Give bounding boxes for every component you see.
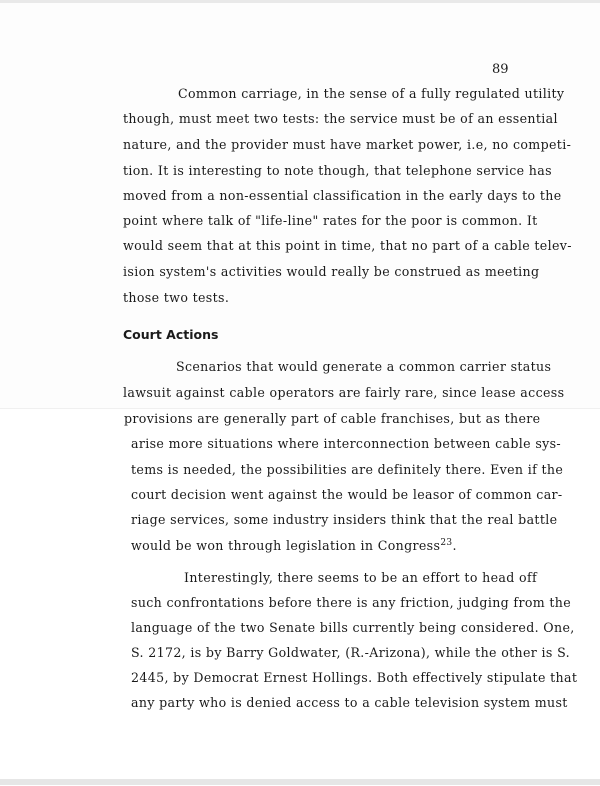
paragraph-2-line: tems is needed, the possibilities are definitely there. Even if the (131, 462, 564, 477)
scan-edge-bottom (0, 779, 600, 785)
section-heading: Court Actions (123, 327, 219, 342)
paragraph-2-line-text: would be won through legislation in Congress (131, 538, 441, 553)
page-number: 89 (492, 62, 509, 77)
paragraph-3-line: language of the two Senate bills currently being considered. One, (131, 620, 575, 635)
paragraph-1-line: nature, and the provider must have market power, i.e, no competi- (123, 137, 572, 152)
paragraph-1-line: tion. It is interesting to note though, that telephone service has (123, 163, 552, 178)
paragraph-1-line: ision system's activities would really be construed as meeting (123, 264, 540, 279)
paragraph-1-line: moved from a non-essential classification in the early days to the (123, 188, 562, 203)
paragraph-1-line: those two tests. (123, 290, 230, 305)
paragraph-2-line: arise more situations where interconnection between cable sys- (131, 436, 562, 451)
paragraph-2-line: Scenarios that would generate a common carrier status (176, 359, 552, 374)
paragraph-1-line: Common carriage, in the sense of a fully regulated utility (178, 86, 565, 101)
paragraph-1-line: point where talk of "life-line" rates for the poor is common. It (123, 213, 538, 228)
paragraph-3-line: such confrontations before there is any friction, judging from the (131, 595, 572, 610)
paragraph-2-period: . (452, 538, 457, 553)
paragraph-2-last-line (131, 538, 457, 553)
paragraph-2-line: provisions are generally part of cable franchises, but as there (124, 411, 541, 426)
footnote-reference: 23 (440, 537, 453, 548)
paragraph-1-line: though, must meet two tests: the service must be of an essential (123, 111, 558, 126)
paragraph-2-line: lawsuit against cable operators are fairly rare, since lease access (123, 385, 565, 400)
paragraph-3-line: Interestingly, there seems to be an effort to head off (184, 570, 537, 585)
paragraph-2-line: riage services, some industry insiders think that the real battle (131, 512, 558, 527)
scan-edge-top (0, 0, 600, 3)
paragraph-3-line: 2445, by Democrat Ernest Hollings. Both effectively stipulate that (131, 670, 578, 685)
paragraph-3-line: S. 2172, is by Barry Goldwater, (R.-Arizona), while the other is S. (131, 645, 570, 660)
paragraph-1-line: would seem that at this point in time, that no part of a cable telev- (123, 238, 572, 253)
paragraph-3-line: any party who is denied access to a cable television system must (131, 695, 568, 710)
paragraph-2-line: court decision went against the would be leasor of common car- (131, 487, 563, 502)
